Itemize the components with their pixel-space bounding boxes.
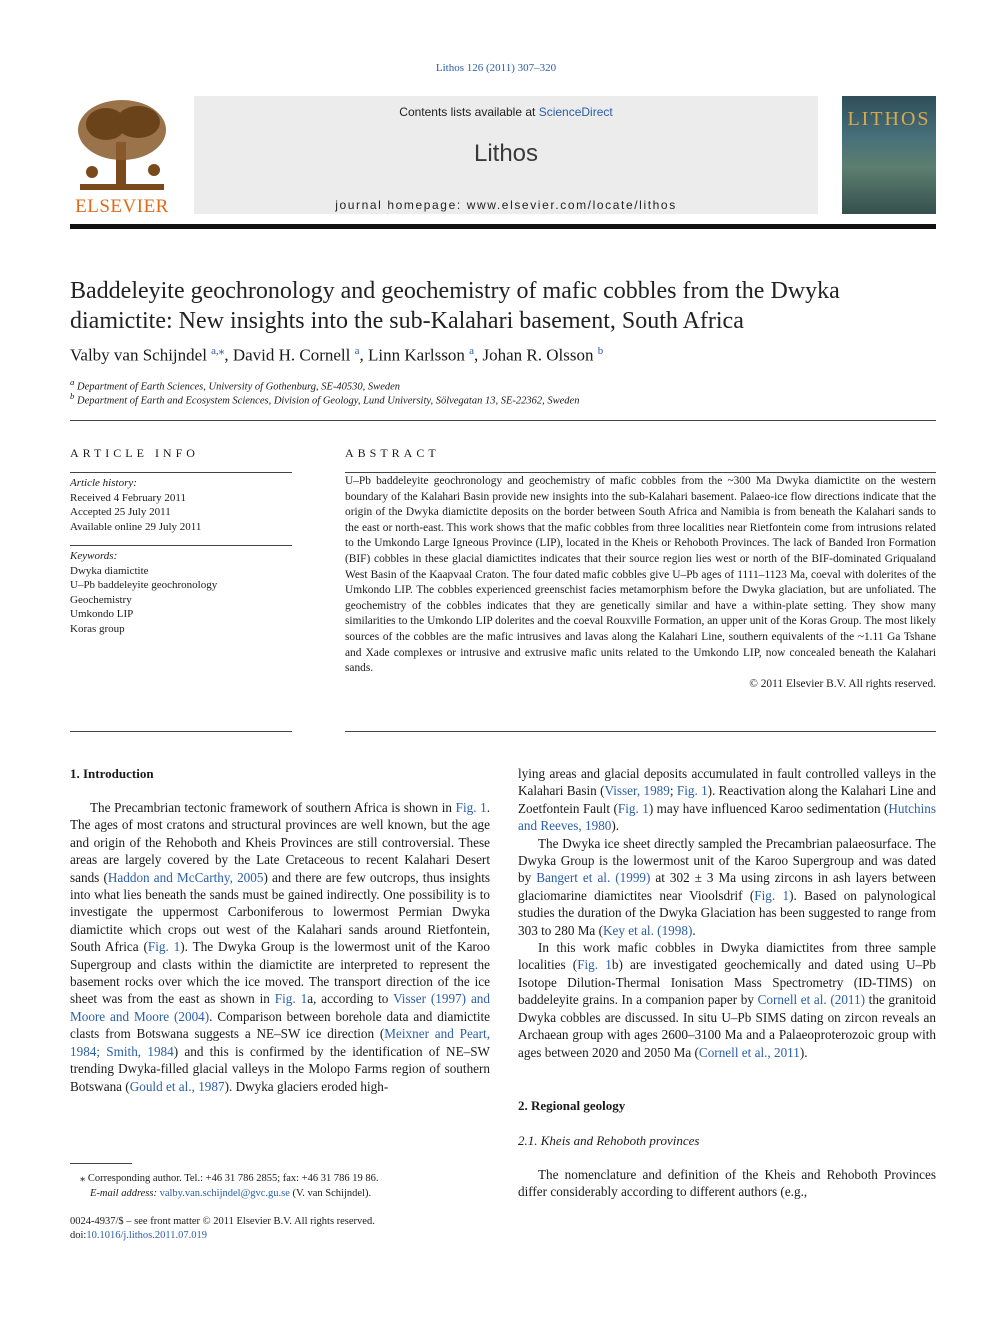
text-run: ) and there are few outcrops, thus insights into what lies beneath the sands must be gained indirectly. One possibility is to investigate the uppermost Carboniferous to lowermost Permian Dwyka diamictite which crops out west of the Kalahari sands around Rietfontein, South Africa ( [70, 869, 490, 955]
footnote-rule [70, 1163, 132, 1164]
citation-link[interactable]: Key et al. (1998) [602, 922, 693, 938]
abstract-text: U–Pb baddeleyite geochronology and geochemistry of mafic cobbles from the ~300 Ma Dwyka diamictite on the western boundary of the Kalahari Basin provide new insights into the sub-Kalahari basement. Palaeo-ice flow directions indicate that the origin of the Dwyka diamictite deposits on the border between South Africa and Namibia is from beneath the Kalahari sands to the east or north-east. This work shows that the mafic cobbles from three localities near Rietfontein come from intrusions related to the Umkondo Large Igneous Province (LIP), located in the Kheis or Rehoboth Provinces. The lack of Banded Iron Formation (BIF) cobbles in these glacial diamictites indicates that their source region lies west or north of the BIF-dominated Griqualand West Basin of the Kaapvaal Craton. The four dated mafic cobbles give U–Pb ages of 1111–1123 Ma, coeval with dolerites of the Umkondo LIP. The cobbles experienced greenschist facies metamorphism before the Dwyka glaciation, but are unfoliated. The geochemistry of the cobbles indicates that they are genetically similar and have a within-plate setting. They show many similarities to the Umkondo LIP dolerites and the coeval Rouxville Formation, an upper unit of the Koras Group. The most likely sources of the cobbles are the mafic intrusives and lavas along the Kalahari Line, southern equivalents of the ~1.11 Ga Tshane and Xade complexes or intrusive and extrusive mafic units related to the Umkondo LIP, now concealed beneath the Kalahari sands. [345, 475, 936, 675]
subsection-heading-kheis-rehoboth: 2.1. Kheis and Rehoboth provinces [518, 1133, 700, 1148]
history-item: Accepted 25 July 2011 [70, 506, 171, 519]
keyword: Umkondo LIP [70, 608, 134, 621]
article-history [70, 476, 292, 534]
elsevier-wordmark: ELSEVIER [75, 196, 169, 217]
email-link[interactable]: valby.van.schijndel@gvc.gu.se [159, 1188, 290, 1199]
author-name: David H. Cornell [232, 345, 351, 365]
text-run: . [692, 922, 696, 938]
keyword: U–Pb baddeleyite geochronology [70, 579, 218, 592]
text-run: lying areas and glacial deposits accumulated in fault controlled valleys in the Kalahari Basin ( [518, 766, 936, 799]
journal-citation[interactable]: Lithos 126 (2011) 307–320 [435, 62, 557, 74]
figure-ref-link[interactable]: Fig. 1 [577, 957, 612, 973]
text-run: The Precambrian tectonic framework of southern Africa is shown in [90, 800, 456, 815]
author-affiliation-mark[interactable]: a [354, 345, 360, 357]
figure-ref-link[interactable]: Fig. 1 [617, 800, 649, 816]
header-rule [70, 224, 936, 229]
article-title: Baddeleyite geochronology and geochemistry of mafic cobbles from the Dwyka diamictite: New insights into the sub-Kalahari basement, South Africa [70, 278, 840, 334]
text-run: ; [669, 783, 677, 799]
author-affiliation-mark[interactable]: a,⁎ [211, 345, 225, 357]
article-info-rule [70, 545, 292, 546]
right-column-text [518, 765, 936, 1061]
corresponding-author-note: ⁎ Corresponding author. Tel.: +46 31 786 2855; fax: +46 31 786 19 86. [80, 1173, 379, 1184]
citation-link[interactable]: Visser, 1989 [604, 783, 670, 799]
section-heading-regional-geology: 2. Regional geology [518, 1098, 626, 1113]
history-item: Received 4 February 2011 [70, 491, 186, 504]
text-run: The nomenclature and definition of the Kheis and Rehoboth Provinces differ considerably according to different authors (e.g., [518, 1167, 936, 1200]
citation-link[interactable]: Haddon and McCarthy, 2005 [107, 869, 264, 885]
author-affiliation-mark[interactable]: a [469, 345, 474, 357]
citation-link[interactable]: Visser (1997) and Moore and Moore (2004) [70, 991, 490, 1024]
abstract-heading: ABSTRACT [345, 446, 440, 460]
affiliation [70, 391, 936, 407]
keywords-label: Keywords: [70, 550, 118, 562]
text-run: ). Reactivation along the Kalahari Line and Zoetfontein Fault ( [518, 783, 936, 816]
author-name: Linn Karlsson [368, 345, 465, 365]
abstract-rule [345, 472, 936, 473]
abstract-bottom-rule [345, 731, 936, 732]
email-suffix: (V. van Schijndel). [289, 1188, 372, 1199]
text-run: In this work mafic cobbles in Dwyka diamictites from three sample localities ( [518, 940, 936, 973]
affiliation-text: Department of Earth Sciences, University of Gothenburg, SE-40530, Sweden [77, 381, 401, 393]
text-run: ). Dwyka glaciers eroded high- [224, 1078, 389, 1094]
article-info-rule [70, 472, 292, 473]
text-run: a, according to [307, 991, 394, 1007]
text-run: b) are investigated geochemically and dated using U–Pb Isotope Dilution-Thermal Ionisation Mass Spectrometry (ID-TIMS) on baddeleyite grains. In a companion paper by [518, 957, 937, 1008]
figure-ref-link[interactable]: Fig. 1 [754, 887, 790, 903]
email-note [90, 1186, 510, 1201]
citation-link[interactable]: Gould et al., 1987 [129, 1078, 225, 1094]
history-label: Article history: [70, 477, 137, 489]
regional-geology-paragraph [518, 1166, 936, 1201]
figure-ref-link[interactable]: Fig. 1 [147, 939, 181, 955]
doi-line [70, 1228, 500, 1243]
text-run: ). Based on palynological studies the duration of the Dwyka Glaciation has been suggested to range from 303 to 280 Ma ( [518, 887, 937, 938]
issn-line: 0024-4937/$ – see front matter © 2011 Elsevier B.V. All rights reserved. [70, 1216, 375, 1227]
text-run: . The ages of most cratons and structural provinces are well known, but the age and origin of the Rehoboth and Kheis Provinces are still controversial. These areas are largely covered by the Late Cretaceous to recent Kalahari Desert sands ( [70, 800, 490, 885]
keywords [70, 549, 292, 637]
citation-link[interactable]: Cornell et al., 2011 [698, 1044, 800, 1060]
author-name: Johan R. Olsson [482, 345, 594, 365]
citation-link[interactable]: Meixner and Peart, 1984; Smith, 1984 [70, 1026, 490, 1059]
info-bottom-rule [70, 731, 292, 732]
section-divider [70, 420, 936, 421]
abstract-body [345, 474, 936, 692]
text-run: . Comparison between borehole data and diamictite clasts from Botswana suggests a NE–SW ice direction ( [70, 1008, 491, 1042]
intro-paragraph [70, 799, 490, 1095]
journal-title: Lithos [473, 140, 539, 167]
text-run: ). [799, 1044, 808, 1060]
contents-line [194, 105, 818, 119]
history-item: Available online 29 July 2011 [70, 520, 202, 533]
article-info-heading: ARTICLE INFO [70, 446, 199, 460]
citation-link[interactable]: Hutchins and Reeves, 1980 [518, 800, 936, 834]
keyword: Geochemistry [70, 593, 132, 606]
keyword: Koras group [70, 622, 125, 635]
affiliation-mark: b [70, 391, 75, 401]
journal-cover-title: LITHOS [847, 108, 931, 130]
author-name: Valby van Schijndel [70, 345, 207, 365]
text-run: at 302 ± 3 Ma using zircons in ash layers between glaciomarine diamictites near Vioolsdrif ( [518, 870, 936, 903]
text-run: the granitoid Dwyka cobbles are discussed. In situ U–Pb SIMS dating on zircon reveals an Archaean group with ages 2600–3100 Ma and a Palaeoproterozoic group with ages between 2020 and 2050 Ma ( [518, 992, 937, 1060]
email-label: E-mail address: [90, 1188, 160, 1199]
keyword: Dwyka diamictite [70, 564, 149, 577]
text-run: ) and this is confirmed by the identification of NE–SW trending Dwyka-filled glacial valleys in the Molopo Farms region of southern Botswana ( [70, 1043, 490, 1094]
citation-link[interactable]: Bangert et al. (1999) [536, 870, 651, 886]
figure-ref-link[interactable]: Fig. 1 [274, 991, 308, 1007]
text-run: The Dwyka ice sheet directly sampled the Precambrian palaeosurface. The Dwyka Group is the lowermost unit of the Karoo Supergroup and was dated by [518, 835, 936, 886]
author-affiliation-mark[interactable]: b [597, 345, 604, 357]
abstract-copyright: © 2011 Elsevier B.V. All rights reserved. [749, 677, 936, 690]
figure-ref-link[interactable]: Fig. 1 [455, 800, 487, 815]
contents-prefix: Contents lists available at [399, 105, 539, 119]
sciencedirect-link[interactable]: ScienceDirect [538, 105, 613, 119]
doi-link[interactable]: 10.1016/j.lithos.2011.07.019 [86, 1230, 208, 1241]
citation-link[interactable]: Cornell et al. (2011) [757, 992, 866, 1008]
affiliation-mark: a [70, 377, 75, 387]
figure-ref-link[interactable]: Fig. 1 [676, 783, 708, 799]
author-list: Valby van Schijndel $^{a,⁎}$, David H. Cornell $^a$, Linn Karlsson $^a$, Johan R. Olsson $^b$ [70, 345, 604, 365]
journal-homepage[interactable]: journal homepage: www.elsevier.com/locate/lithos [335, 198, 677, 212]
affiliation-text: Department of Earth and Ecosystem Sciences, Division of Geology, Lund University, Sölvegatan 13, SE-22362, Sweden [77, 395, 580, 407]
section-heading-introduction: 1. Introduction [70, 766, 154, 781]
text-run: ). The Dwyka Group is the lowermost unit of the Karoo Supergroup and clasts within the diamictite are interpreted to represent the basement rocks over which the ice moved. The transport direction of the ice sheet was from the east as shown in [70, 939, 490, 1007]
text-run: ). [611, 818, 620, 834]
doi-label: doi: [70, 1230, 87, 1241]
text-run: ) may have influenced Karoo sedimentation ( [648, 800, 889, 816]
